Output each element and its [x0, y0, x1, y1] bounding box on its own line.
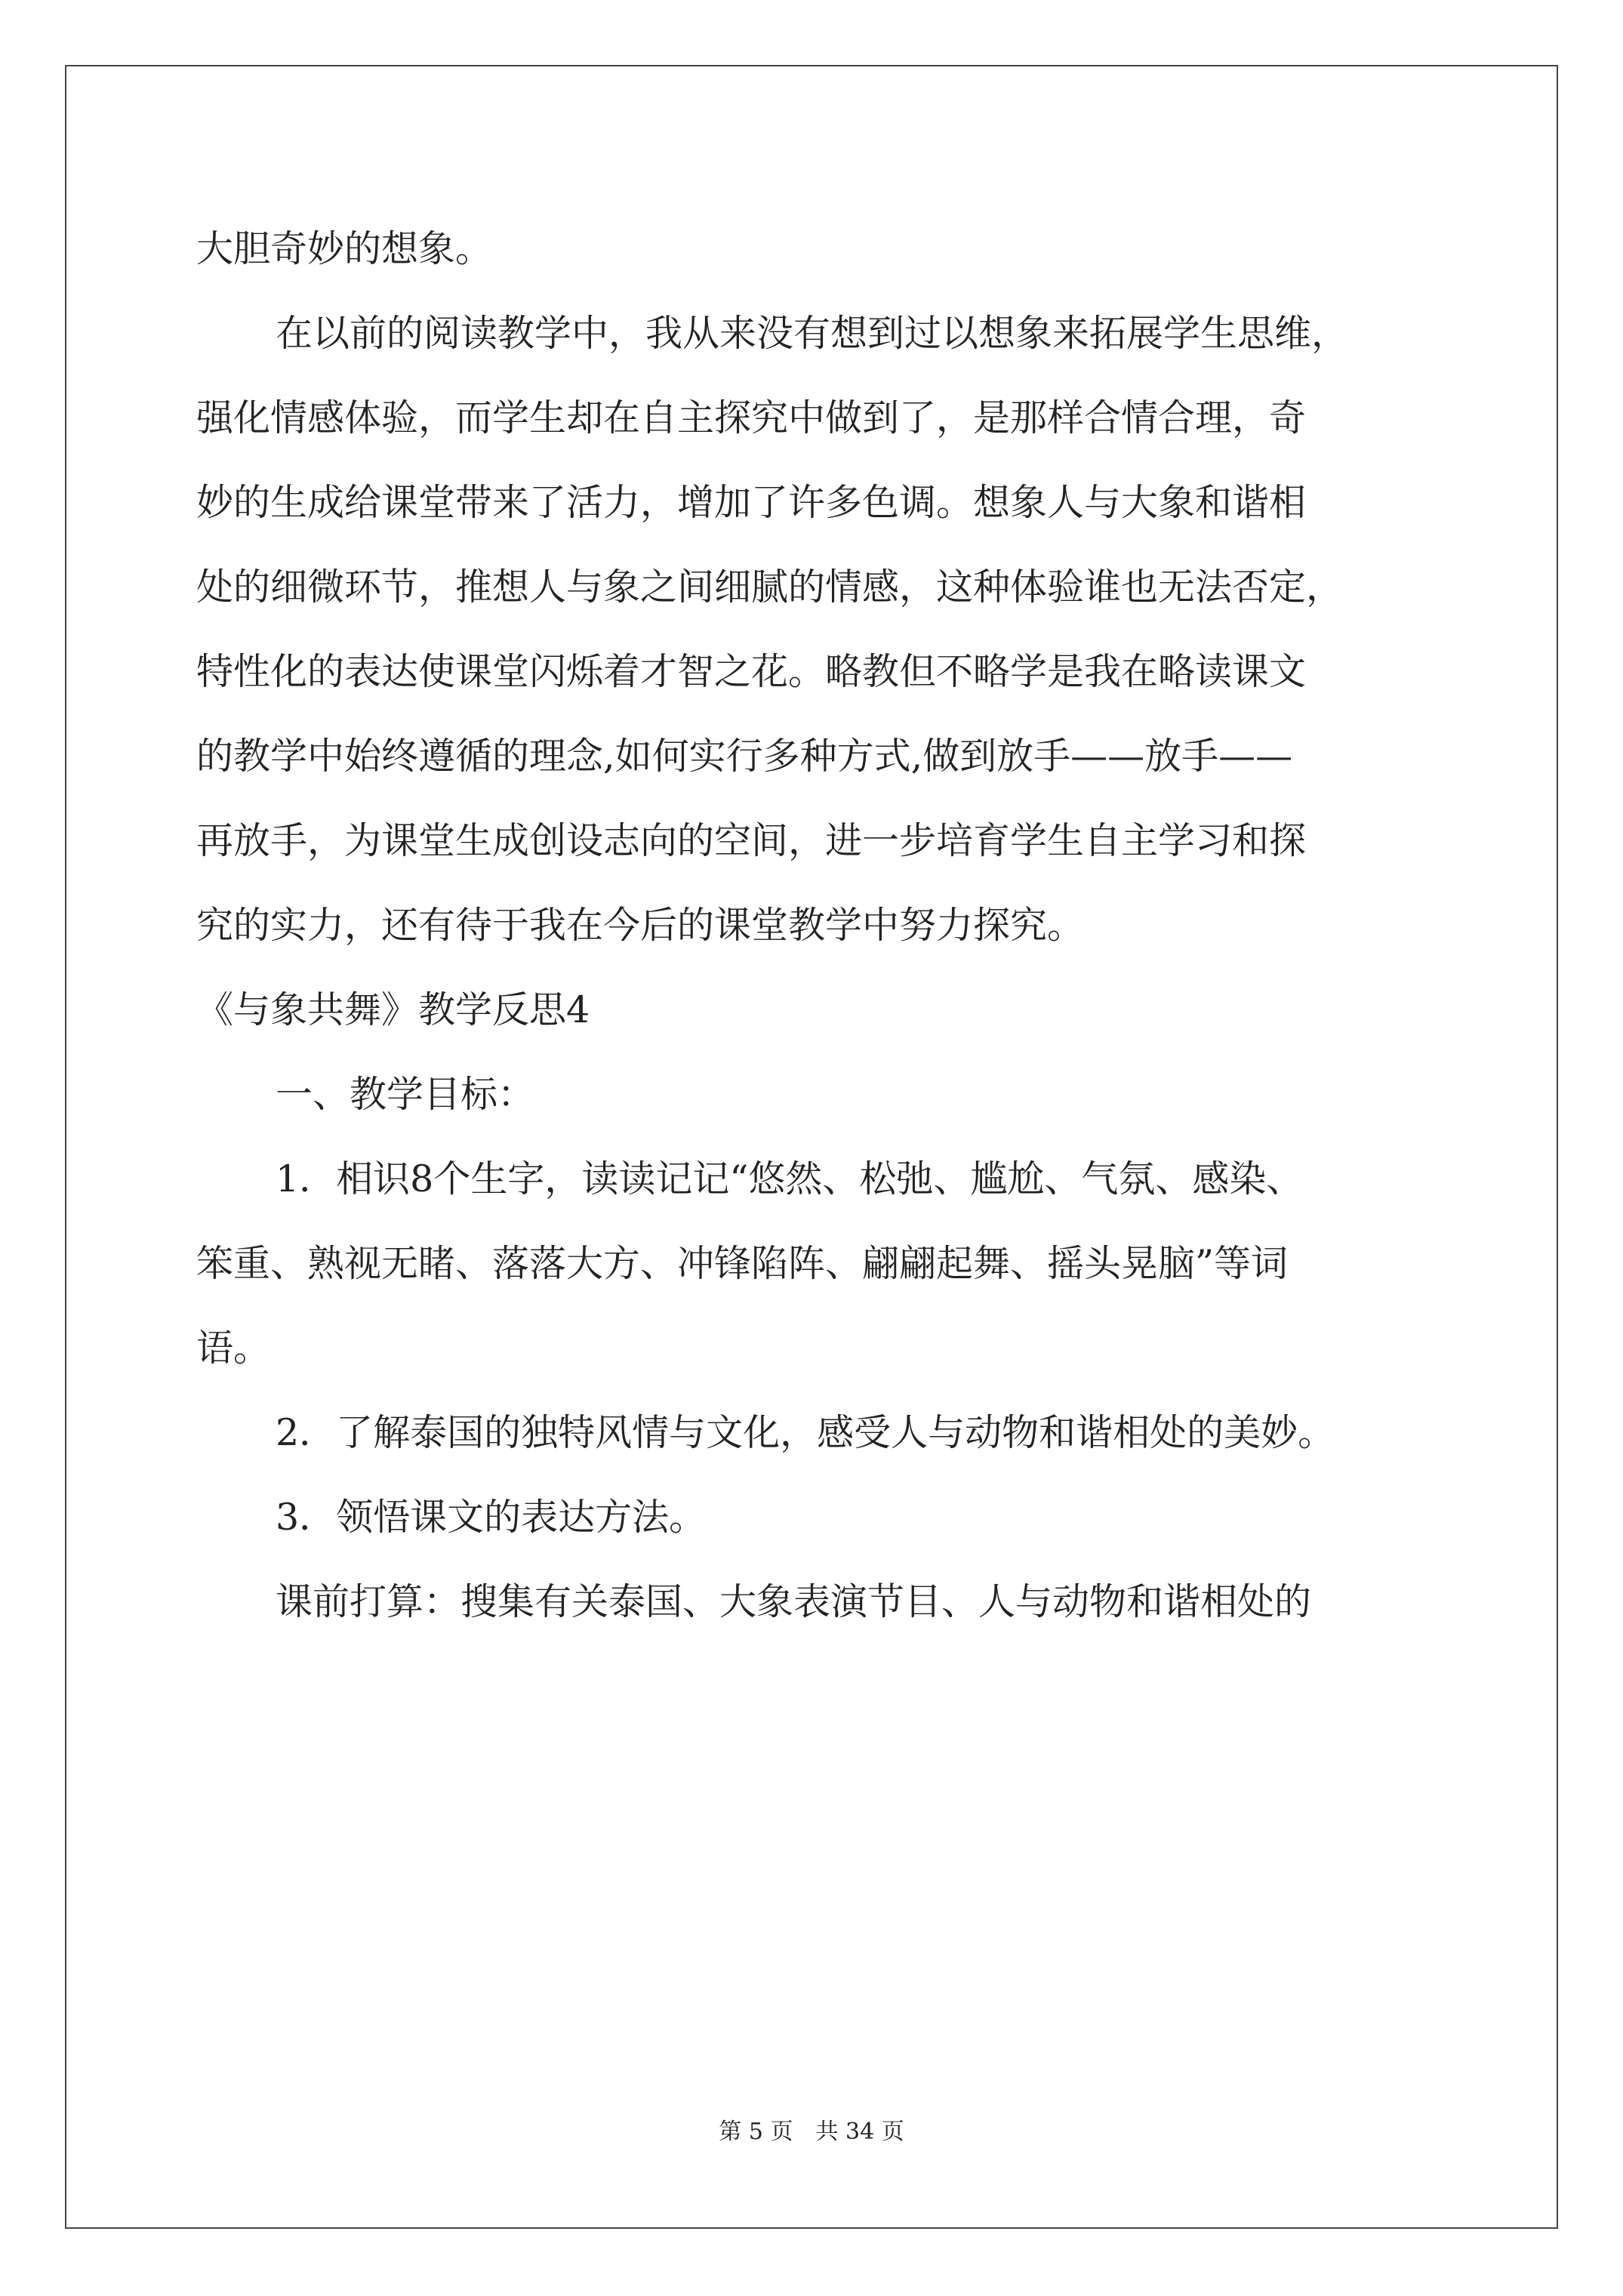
text-line: 语。 [196, 1327, 271, 1370]
text-line: 一、教学目标： [276, 1073, 535, 1116]
text-line: 的教学中始终遵循的理念,如何实行多种方式,做到放手——放手—— [196, 735, 1293, 778]
section-heading: 《与象共舞》教学反思4 [196, 988, 590, 1031]
text-line: 再放手，为课堂生成创设志向的空间，进一步培育学生自主学习和探 [196, 819, 1307, 862]
text-line: 笨重、熟视无睹、落落大方、冲锋陷阵、翩翩起舞、摇头晃脑”等词 [196, 1242, 1289, 1285]
text-line: 妙的生成给课堂带来了活力，增加了许多色调。想象人与大象和谐相 [196, 481, 1307, 524]
text-line: 1．相识8个生字，读读记记“悠然、松弛、尴尬、气氛、感染、 [276, 1157, 1304, 1200]
text-line: 课前打算：搜集有关泰国、大象表演节目、人与动物和谐相处的 [276, 1580, 1312, 1623]
text-line: 究的实力，还有待于我在今后的课堂教学中努力探究。 [196, 904, 1085, 947]
page-frame [65, 65, 1558, 2229]
text-line: 在以前的阅读教学中，我从来没有想到过以想象来拓展学生思维， [276, 312, 1349, 355]
text-line: 大胆奇妙的想象。 [196, 227, 493, 270]
text-line: 处的细微环节，推想人与象之间细腻的情感，这种体验谁也无法否定， [196, 566, 1344, 609]
text-line: 2．了解泰国的独特风情与文化，感受人与动物和谐相处的美妙。 [276, 1411, 1335, 1454]
text-line: 强化情感体验，而学生却在自主探究中做到了，是那样合情合理，奇 [196, 396, 1307, 439]
page-number: 第 5 页 共 34 页 [719, 2119, 904, 2145]
text-line: 特性化的表达使课堂闪烁着才智之花。略教但不略学是我在略读课文 [196, 650, 1307, 693]
text-line: 3．领悟课文的表达方法。 [276, 1496, 707, 1539]
